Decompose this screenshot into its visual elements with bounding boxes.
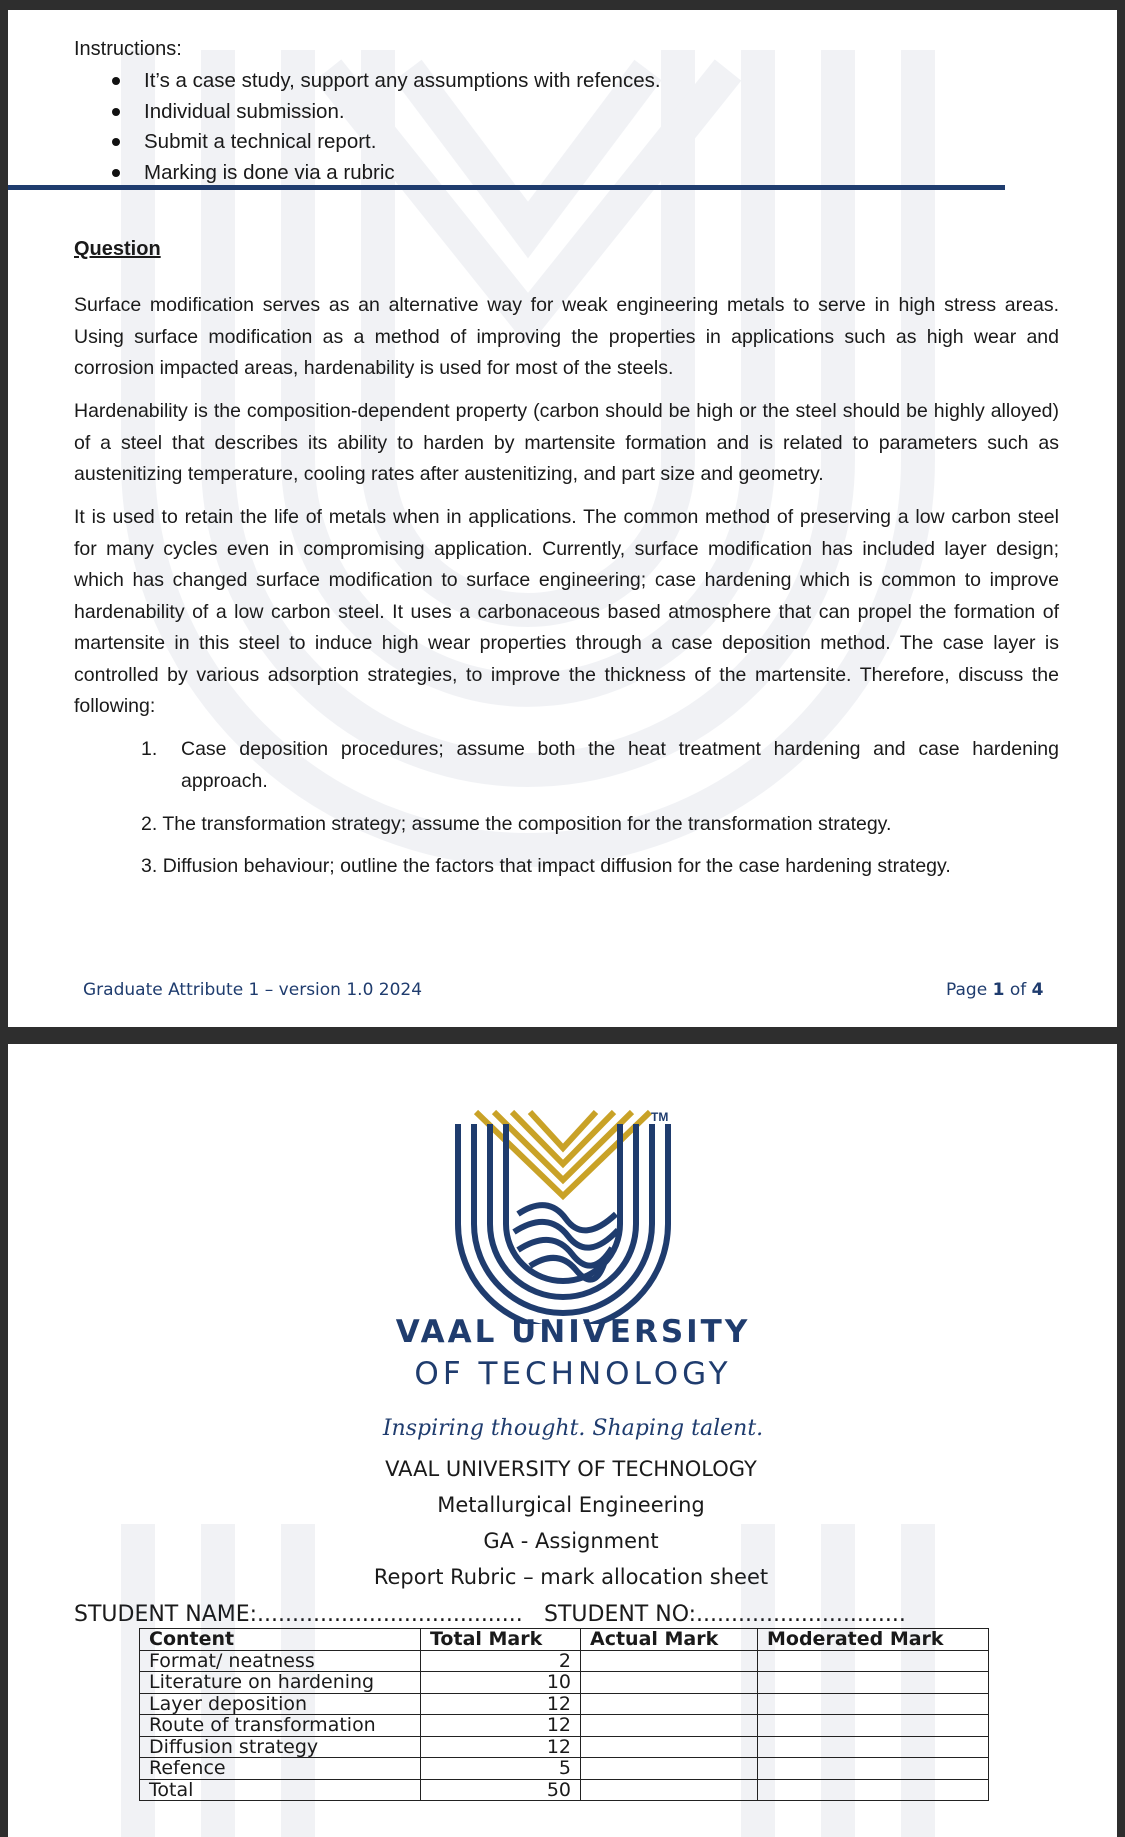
student-number-field: STUDENT NO:.............................. [544, 1602, 906, 1627]
assignment-line: GA - Assignment [483, 1529, 659, 1553]
question-number: 3. [141, 855, 158, 877]
question-item [141, 851, 1059, 883]
rubric-title: Report Rubric – mark allocation sheet [373, 1565, 769, 1589]
body-paragraph: Surface modification serves as an alternative way for weak engineering metals to serve in high stress areas. Using surface modification as a method of improving the properties in applications such as high wear and corrosion impacted areas, hardenability is used for most of the steels. [74, 294, 1059, 379]
moderated-mark-cell [758, 1715, 989, 1737]
content-cell: Diffusion strategy [140, 1736, 421, 1758]
moderated-mark-cell [758, 1693, 989, 1715]
table-row [140, 1758, 989, 1780]
page-label: Page [946, 980, 988, 1000]
document-page-1 [8, 10, 1117, 1027]
content-cell: Route of transformation [140, 1715, 421, 1737]
moderated-mark-cell [758, 1736, 989, 1758]
question-text: Case deposition procedures; assume both the heat treatment hardening and case hardening approach. [181, 738, 1059, 792]
instructions-list [106, 66, 661, 188]
body-paragraph: Hardenability is the composition-dependent property (carbon should be high or the steel should be highly alloyed) of a steel that describes its ability to harden by martensite formation and is related to parameters such as austenitizing temperature, cooling rates after austenitizing, and part size and geometry. [74, 400, 1059, 485]
page-of: of [1009, 980, 1027, 1000]
content-cell: Format/ neatness [140, 1650, 421, 1672]
column-header: Actual Mark [581, 1629, 758, 1651]
university-tagline: Inspiring thought. Shaping talent. [382, 1416, 764, 1441]
university-subtitle: OF TECHNOLOGY [414, 1356, 732, 1392]
question-item [141, 809, 1059, 841]
actual-mark-cell [581, 1672, 758, 1694]
column-header: Total Mark [421, 1629, 581, 1651]
total-mark-cell: 2 [421, 1650, 581, 1672]
content-cell: Layer deposition [140, 1693, 421, 1715]
table-header-row [140, 1629, 989, 1651]
table-row [140, 1650, 989, 1672]
total-mark-cell: 10 [421, 1672, 581, 1694]
total-mark-cell: 5 [421, 1758, 581, 1780]
actual-mark-cell [581, 1715, 758, 1737]
question-number: 1. [141, 738, 158, 760]
table-row [140, 1736, 989, 1758]
section-divider [8, 185, 1005, 190]
table-row [140, 1715, 989, 1737]
question-item [141, 734, 1059, 797]
column-header: Content [140, 1629, 421, 1651]
instructions-heading: Instructions: [74, 38, 182, 60]
document-page-2 [8, 1044, 1117, 1837]
list-item: It’s a case study, support any assumptions with refences. [106, 66, 661, 97]
total-mark-cell: 12 [421, 1736, 581, 1758]
footer-version: Graduate Attribute 1 – version 1.0 2024 [83, 980, 423, 1000]
list-item: Individual submission. [106, 97, 661, 128]
actual-mark-cell [581, 1693, 758, 1715]
list-item: Submit a technical report. [106, 127, 661, 158]
question-number: 2. [141, 813, 158, 835]
body-paragraph: It is used to retain the life of metals when in applications. The common method of preserving a low carbon steel for many cycles even in compromising application. Currently, surface modification has included layer design; which has changed surface modification to surface engineering; case hardening which is common to improve hardenability of a low carbon steel. It uses a carbonaceous based atmosphere that can propel the formation of martensite in this steel to induce high wear properties through a case deposition method. The case layer is controlled by various adsorption strategies, to improve the thickness of the martensite. Therefore, discuss the following: [74, 506, 1059, 717]
content-cell: Literature on hardening [140, 1672, 421, 1694]
total-mark-cell: 12 [421, 1693, 581, 1715]
content-cell: Total [140, 1779, 421, 1801]
question-text: The transformation strategy; assume the composition for the transformation strategy. [162, 813, 892, 835]
actual-mark-cell [581, 1779, 758, 1801]
moderated-mark-cell [758, 1779, 989, 1801]
university-logo [448, 1104, 678, 1324]
moderated-mark-cell [758, 1758, 989, 1780]
content-cell: Refence [140, 1758, 421, 1780]
department-line: Metallurgical Engineering [437, 1493, 705, 1517]
actual-mark-cell [581, 1758, 758, 1780]
list-item: Marking is done via a rubric [106, 158, 661, 189]
institution-line: VAAL UNIVERSITY OF TECHNOLOGY [385, 1457, 757, 1481]
table-row [140, 1779, 989, 1801]
question-text: Diffusion behaviour; outline the factors that impact diffusion for the case hardening strategy. [162, 855, 951, 877]
total-mark-cell: 12 [421, 1715, 581, 1737]
moderated-mark-cell [758, 1650, 989, 1672]
moderated-mark-cell [758, 1672, 989, 1694]
table-row [140, 1693, 989, 1715]
table-row [140, 1672, 989, 1694]
actual-mark-cell [581, 1736, 758, 1758]
total-pages: 4 [1031, 980, 1044, 1000]
trademark-mark: TM [651, 1110, 669, 1124]
current-page: 1 [992, 980, 1005, 1000]
student-name-field: STUDENT NAME:...................................... [74, 1602, 523, 1627]
question-heading: Question [74, 238, 161, 260]
total-mark-cell: 50 [421, 1779, 581, 1801]
actual-mark-cell [581, 1650, 758, 1672]
footer-page-number [946, 980, 1043, 1000]
rubric-table [139, 1628, 989, 1801]
column-header: Moderated Mark [758, 1629, 989, 1651]
university-name: VAAL UNIVERSITY [395, 1314, 751, 1350]
